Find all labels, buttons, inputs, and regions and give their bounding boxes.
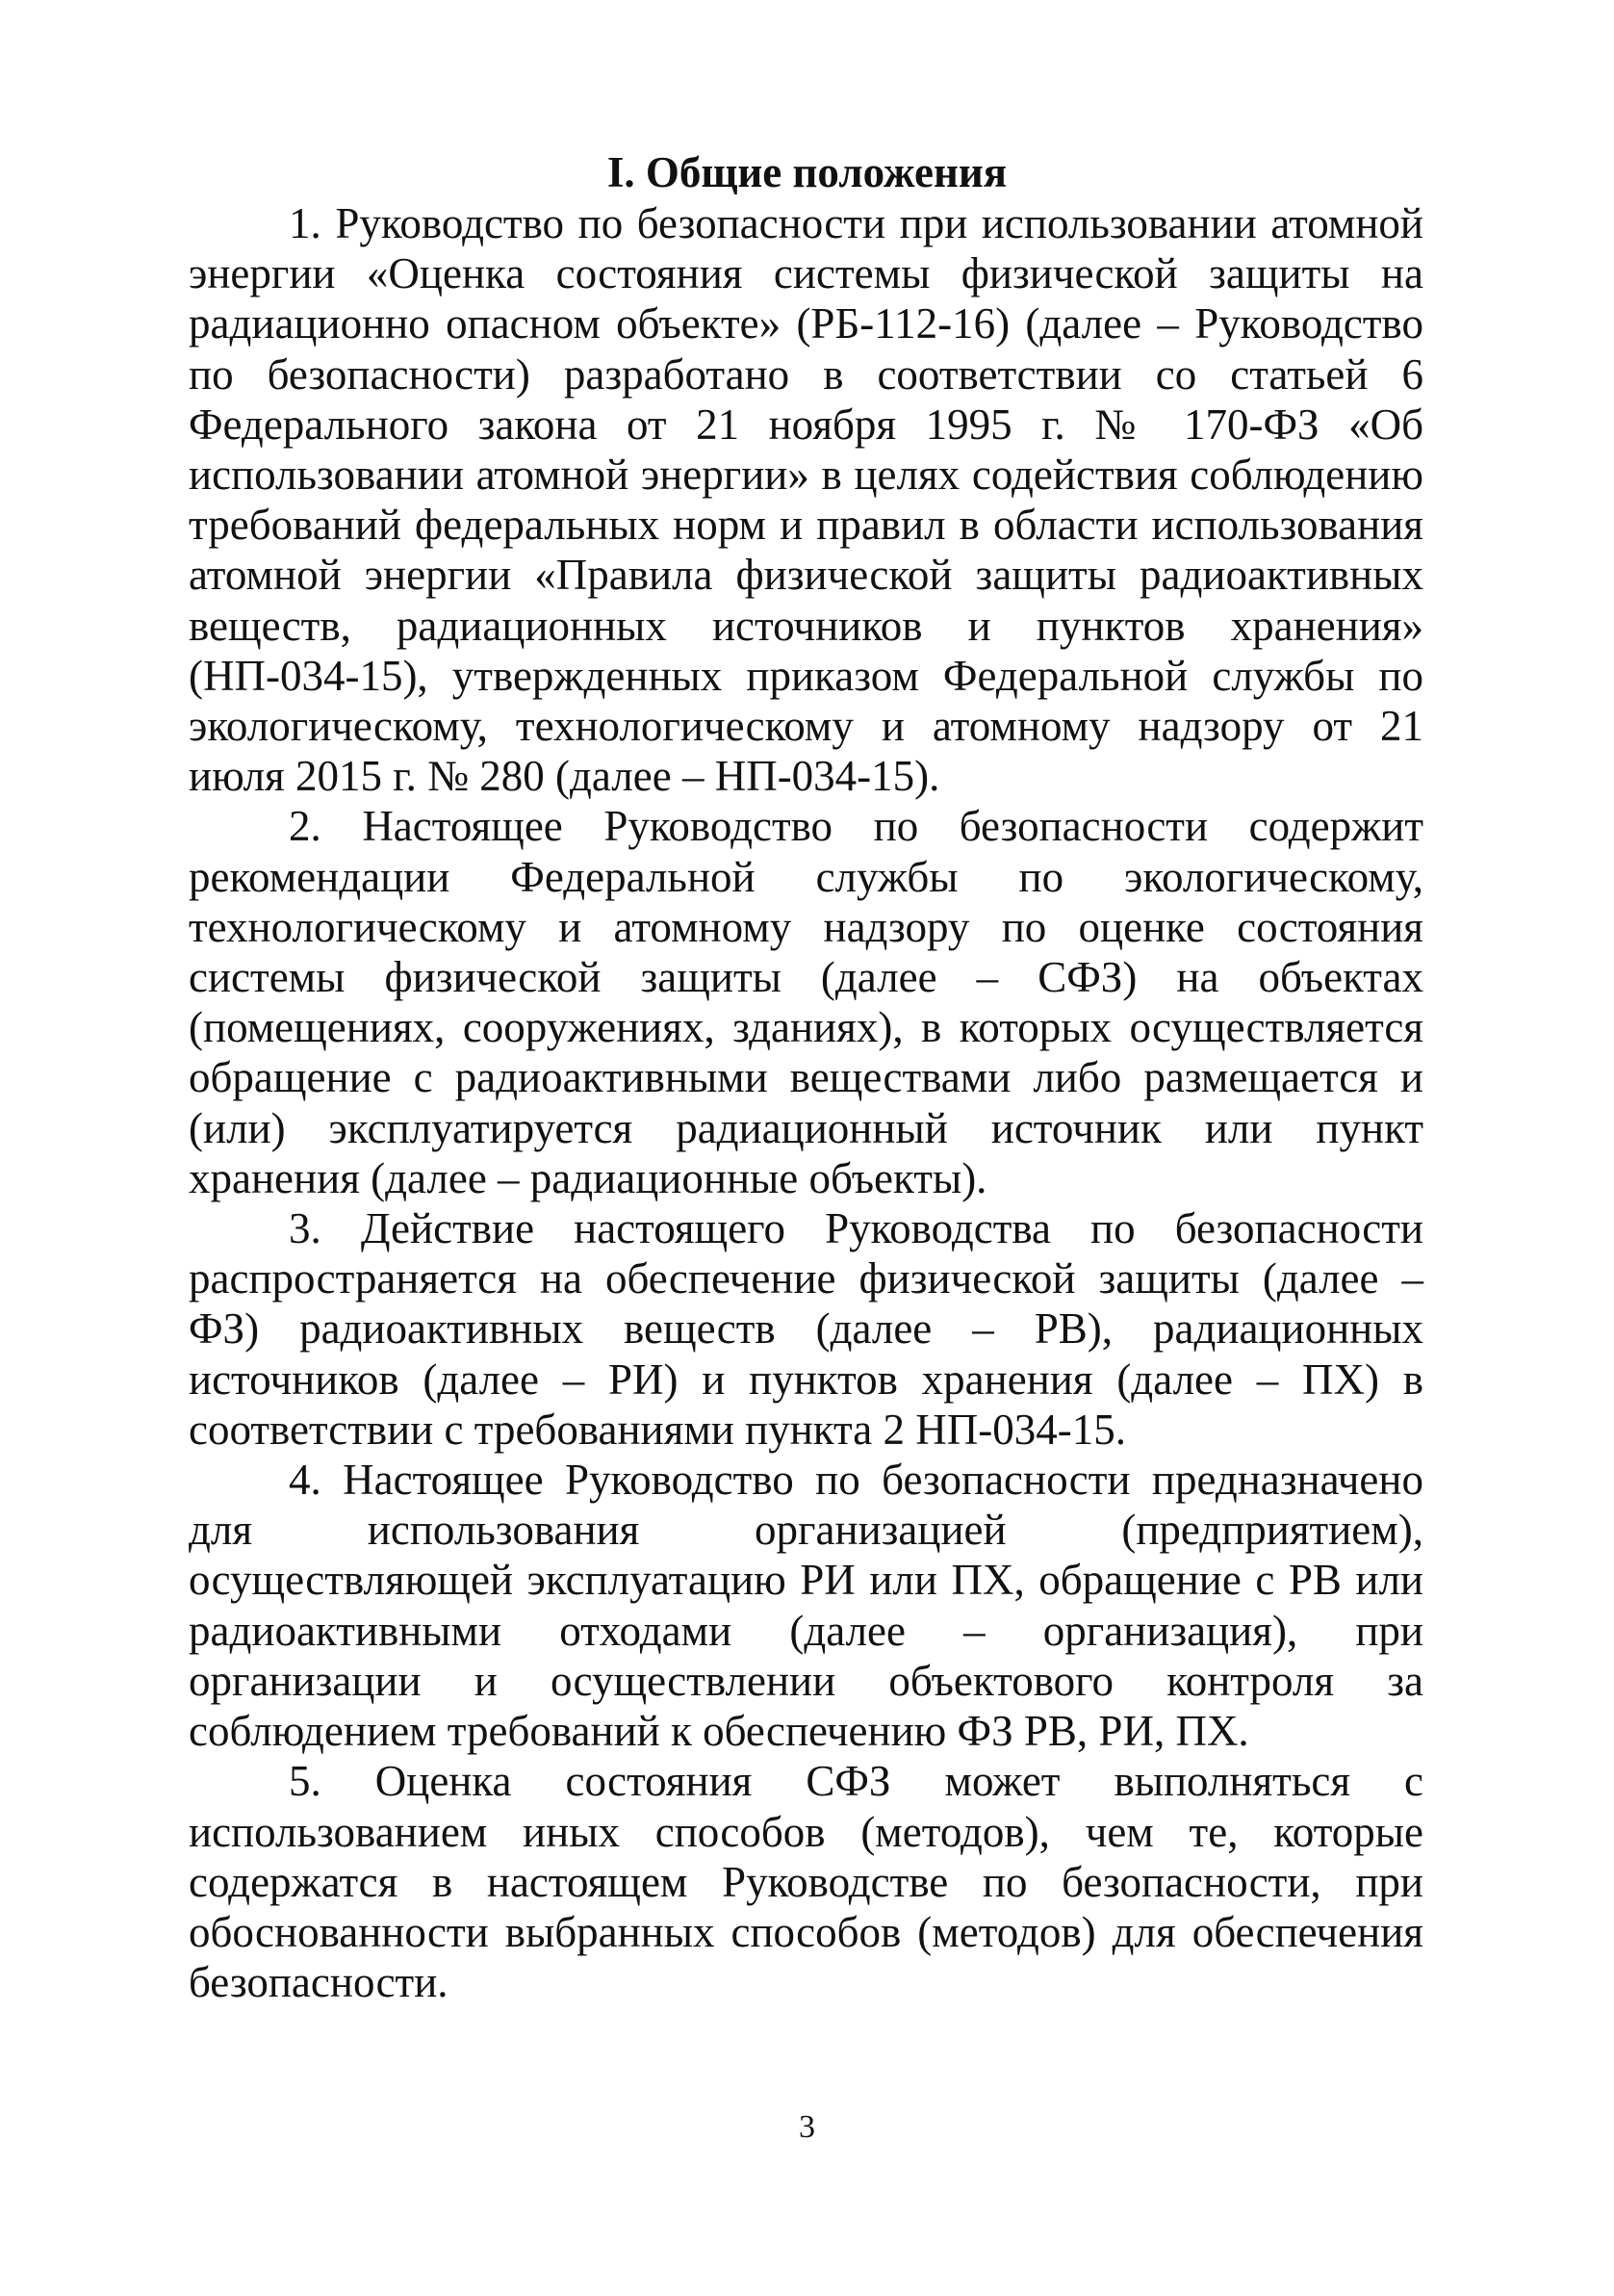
paragraph-2: 2. Настоящее Руководство по безопасности содержит рекомендации Федеральной службы по экологическому, технологическому и атомному надзору по оценке состояния системы физической защиты (далее – СФЗ) на объектах (помещениях, сооружениях, зданиях), в которых осуществляется обращение с радиоактивными веществами либо размещается и (или) эксплуатируется радиационный источник или пункт хранения (далее – радиационные объекты). <box>189 802 1423 1202</box>
paragraph-3: 3. Действие настоящего Руководства по безопасности распространяется на обеспечение физической защиты (далее – ФЗ) радиоактивных веществ (далее – РВ), радиационных источников (далее – РИ) и пунктов хранения (далее – ПХ) в соответствии с требованиями пункта 2 НП-034-15. <box>189 1204 1423 1454</box>
paragraph-5: 5. Оценка состояния СФЗ может выполняться с использованием иных способов (методов), чем те, которые содержатся в настоящем Руководстве по безопасности, при обоснованности выбранных способов (методов) для обеспечения безопасности. <box>189 1757 1423 2007</box>
paragraph-4: 4. Настоящее Руководство по безопасности предназначено для использования организацией (предприятием), осуществляющей эксплуатацию РИ или ПХ, обращение с РВ или радиоактивными отходами (далее – организация), при организации и осуществлении объектового контроля за соблюдением требований к обеспечению ФЗ РВ, РИ, ПХ. <box>189 1456 1423 1756</box>
page-number: 3 <box>799 2109 815 2145</box>
section-title: I. Общие положения <box>606 148 1008 196</box>
body-text <box>189 198 1423 2007</box>
paragraph-1: 1. Руководство по безопасности при использовании атомной энергии «Оценка состояния системы физической защиты на радиационно опасном объекте» (РБ-112-16) (далее – Руководство по безопасности) разработано в соответствии со статьей 6 Федерального закона от 21 ноября 1995 г. № 170-ФЗ «Об использовании атомной энергии» в целях содействия соблюдению требований федеральных норм и правил в области использования атомной энергии «Правила физической защиты радиоактивных веществ, радиационных источников и пунктов хранения» (НП-034-15), утвержденных приказом Федеральной службы по экологическому, технологическому и атомному надзору от 21 июля 2015 г. № 280 (далее – НП-034-15). <box>189 199 1423 801</box>
